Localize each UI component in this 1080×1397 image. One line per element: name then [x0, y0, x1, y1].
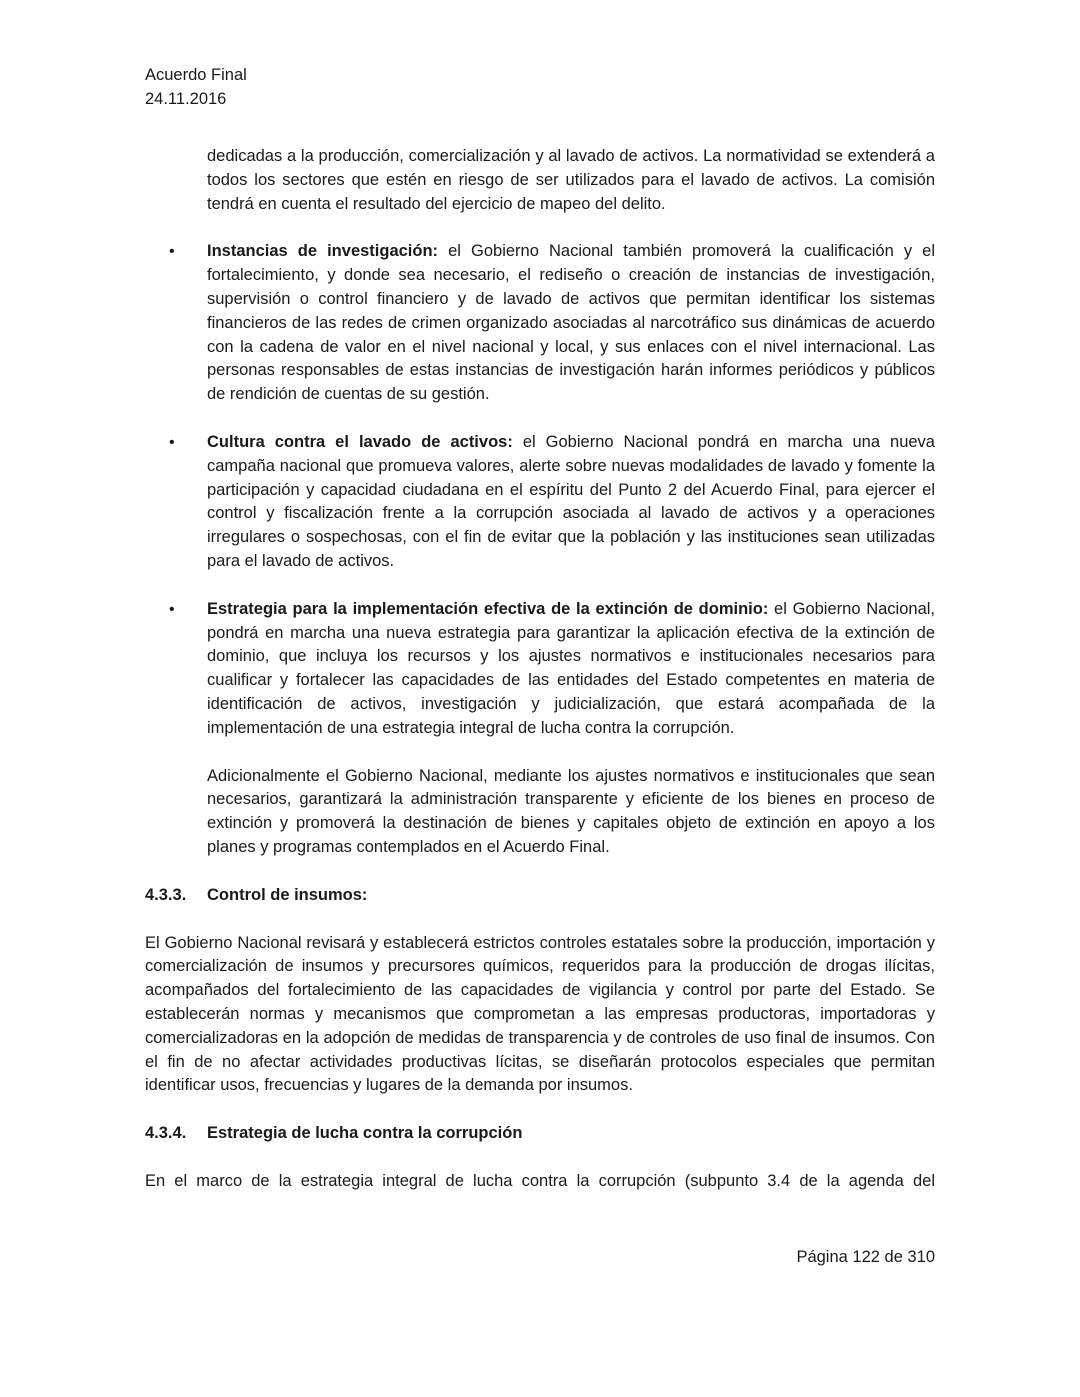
bullet-paragraph	[207, 431, 935, 574]
bullet-icon: •	[169, 433, 175, 451]
document-date: 24.11.2016	[145, 90, 227, 108]
section-number: 4.3.3.	[145, 885, 187, 904]
list-item	[169, 598, 936, 741]
bullet-heading: Instancias de investigación:	[207, 242, 439, 261]
section-heading-4-3-3	[145, 884, 935, 908]
document-title: Acuerdo Final	[145, 66, 247, 84]
bullet-paragraph	[207, 598, 935, 741]
additional-paragraph: Adicionalmente el Gobierno Nacional, mediante los ajustes normativos e institucionales que sean necesarios, garantizará la administración transparente y eficiente de los bienes en proceso de extinción y promoverá la destinación de bienes y capitales objeto de extinción en apoyo a los planes y programas contemplados en el Acuerdo Final.	[207, 766, 935, 856]
list-item	[169, 240, 935, 407]
bullet-icon: •	[169, 600, 175, 618]
section-number: 4.3.4.	[145, 1124, 187, 1143]
bullet-text: el Gobierno Nacional, pondrá en marcha una nueva estrategia para garantizar la aplicación efectiva de la extinción de dominio, que incluya los recursos y los ajustes normativos e institucionales necesarios para cualificar y fortalecer las capacidades de las entidades del Estado competentes en materia de identificación de activos, investigación y judicialización, que estará acompañada de la implementación de una estrategia integral de lucha contra la corrupción.	[207, 599, 936, 737]
section-body-4-3-3: El Gobierno Nacional revisará y establecerá estrictos controles estatales sobre la producción, importación y comercialización de insumos y precursores químicos, requeridos para la producción de drogas ilícitas, acompañados del fortalecimiento de las capacidades de vigilancia y control por parte del Estado. Se establecerán normas y mecanismos que comprometan a las empresas productoras, importadoras y comercializadoras en la adopción de medidas de transparencia y de controles de uso final de insumos. Con el fin de no afectar actividades productivas lícitas, se diseñarán protocolos especiales que permitan identificar usos, frecuencias y lugares de la demanda por insumos.	[145, 933, 935, 1095]
page-header	[145, 63, 247, 111]
bullet-icon: •	[169, 243, 175, 261]
section-heading-4-3-4	[145, 1122, 935, 1146]
section-title: Estrategia de lucha contra la corrupción	[207, 1124, 523, 1143]
page-number: Página 122 de 310	[796, 1248, 935, 1266]
bullet-text: el Gobierno Nacional pondrá en marcha una nueva campaña nacional que promueva valores, alerte sobre nuevas modalidades de lavado y fomente la participación y capacidad ciudadana en el espíritu del Punto 2 del Acuerdo Final, para ejercer el control y fiscalización frente a la corrupción asociada al lavado de activos y a operaciones irregulares o sospechosas, con el fin de evitar que la población y las instituciones sean utilizadas para el lavado de activos.	[207, 432, 935, 570]
bullet-heading: Estrategia para la implementación efectiva de la extinción de dominio:	[207, 599, 769, 618]
bullet-paragraph	[207, 240, 935, 407]
list-item	[169, 431, 935, 574]
intro-paragraph: dedicadas a la producción, comercialización y al lavado de activos. La normatividad se extenderá a todos los sectores que estén en riesgo de ser utilizados para el lavado de activos. La comisión tendrá en cuenta el resultado del ejercicio de mapeo del delito.	[207, 147, 935, 213]
section-body-4-3-4: En el marco de la estrategia integral de lucha contra la corrupción (subpunto 3.4 de la agenda del	[145, 1171, 935, 1190]
page-content	[145, 145, 935, 1194]
bullet-text: el Gobierno Nacional también promoverá la cualificación y el fortalecimiento, y donde sea necesario, el rediseño o creación de instancias de investigación, supervisión o control financiero y de lavado de activos que permitan identificar los sistemas financieros de las redes de crimen organizado asociadas al narcotráfico sus dinámicas de acuerdo con la cadena de valor en el nivel nacional y local, y sus enlaces con el nivel internacional. Las personas responsables de estas instancias de investigación harán informes periódicos y públicos de rendición de cuentas de su gestión.	[207, 242, 935, 404]
bullet-heading: Cultura contra el lavado de activos:	[207, 432, 513, 451]
section-title: Control de insumos:	[207, 885, 368, 904]
